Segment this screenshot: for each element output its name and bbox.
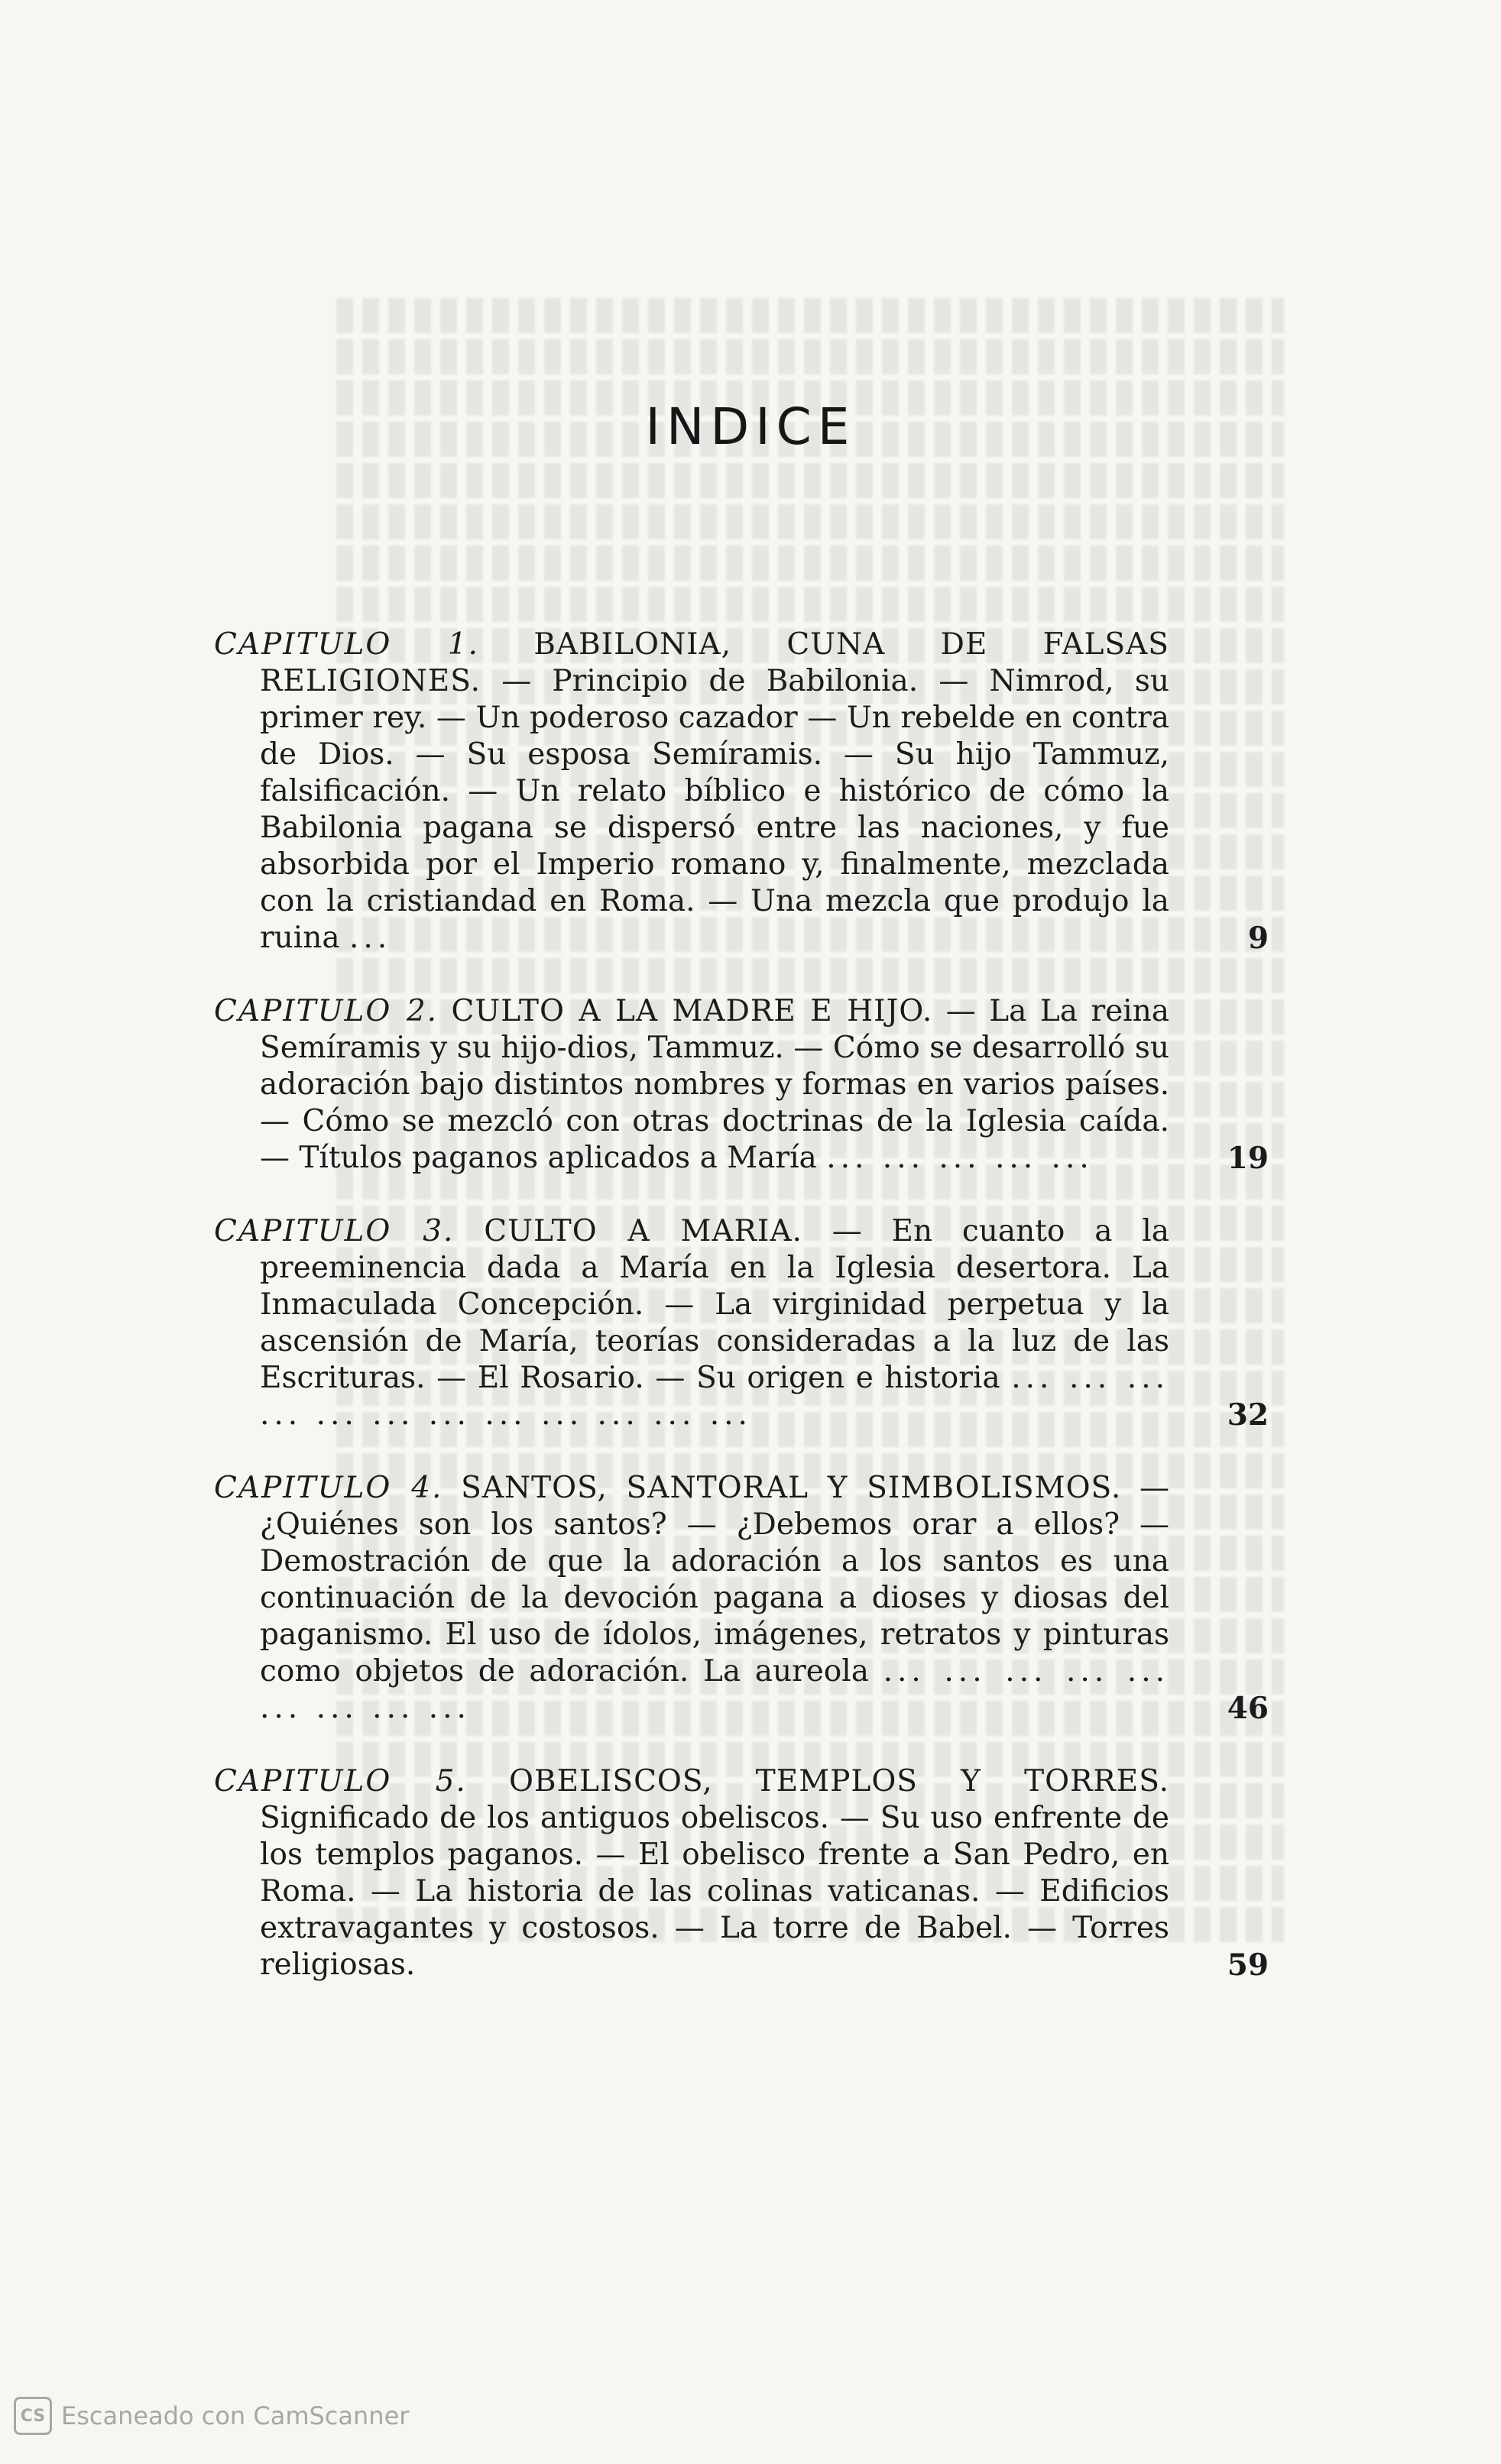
page-number: 32	[1227, 1397, 1269, 1433]
chapter-number: CAPITULO 1.	[214, 627, 479, 662]
chapter-heading: CULTO A MARIA.	[484, 1214, 802, 1248]
chapter-description: Significado de los antiguos obeliscos. — Su uso enfrente de los templos paganos. — El obelisco frente a San Pedro, en Roma. — La historia de las colinas vaticanas. — Edificios extravagantes y costosos. — La torre de Babel. — Torres religiosas.	[260, 1801, 1169, 1982]
dot-leader: ... ... ... ... ... ... ... ... ... ... ... ...	[260, 1361, 1169, 1432]
toc-entry-text	[214, 627, 1169, 957]
chapter-description: — La La reina Semíramis y su hijo-dios, Tammuz. — Cómo se desarrolló su adoración bajo distintos nombres y formas en varios países. — Cómo se mezcló con otras doctrinas de la Iglesia caída. — Títulos paganos aplicados a María	[260, 994, 1170, 1175]
toc-entry	[214, 1213, 1269, 1433]
toc-entry	[214, 1763, 1269, 1983]
page-number: 59	[1227, 1948, 1269, 1983]
table-of-contents	[214, 627, 1269, 2020]
chapter-heading: SANTOS, SANTORAL Y SIMBOLISMOS.	[461, 1471, 1122, 1505]
toc-entry-text	[214, 993, 1169, 1177]
chapter-number: CAPITULO 2.	[214, 994, 439, 1028]
page-number: 19	[1227, 1141, 1269, 1176]
page-number: 46	[1227, 1691, 1269, 1726]
camscanner-logo-icon: CS	[14, 2397, 52, 2435]
chapter-number: CAPITULO 5.	[214, 1764, 467, 1799]
toc-entry	[214, 993, 1269, 1177]
chapter-number: CAPITULO 3.	[214, 1214, 455, 1248]
chapter-description: — ¿Quiénes son los santos? — ¿Debemos orar a ellos? — Demostración de que la adoración a los santos es una continuación de la devoción pagana a dioses y diosas del paganismo. El uso de ídolos, imágenes, retratos y pinturas como objetos de adoración. La aureola	[260, 1471, 1170, 1689]
dot-leader: ... ... ... ... ...	[826, 1141, 1094, 1175]
watermark-caption: Escaneado con CamScanner	[61, 2401, 410, 2430]
toc-entry-text	[214, 1763, 1169, 1983]
chapter-description: — Principio de Babilonia. — Nimrod, su primer rey. — Un poderoso cazador — Un rebelde en contra de Dios. — Su esposa Semíramis. — Su hijo Tammuz, falsificación. — Un relato bíblico e histórico de cómo la Babilonia pagana se dispersó entre las naciones, y fue absorbida por el Imperio romano y, finalmente, mezclada con la cristiandad en Roma. — Una mezcla que produjo la ruina	[260, 664, 1169, 955]
dot-leader: ... ... ... ... ... ... ... ... ...	[260, 1654, 1169, 1725]
toc-entry-text	[214, 1470, 1169, 1727]
chapter-number: CAPITULO 4.	[214, 1471, 443, 1505]
chapter-heading: CULTO A LA MADRE E HIJO.	[451, 994, 933, 1028]
chapter-description: — En cuanto a la preeminencia dada a María en la Iglesia desertora. La Inmaculada Concepción. — La virginidad perpetua y la ascensión de María, teorías consideradas a la luz de las Escrituras. — El Rosario. — Su origen e historia	[260, 1214, 1169, 1395]
toc-entry	[214, 1470, 1269, 1727]
page-number: 9	[1247, 921, 1269, 956]
chapter-heading: OBELISCOS, TEMPLOS Y TORRES.	[508, 1764, 1169, 1799]
toc-entry-text	[214, 1213, 1169, 1433]
dot-leader: ...	[349, 921, 392, 955]
page-title: INDICE	[645, 397, 856, 456]
toc-entry	[214, 627, 1269, 957]
camscanner-watermark	[14, 2397, 409, 2435]
chapter-heading: BABILONIA, CUNA DE FALSAS RELIGIONES.	[260, 627, 1169, 698]
